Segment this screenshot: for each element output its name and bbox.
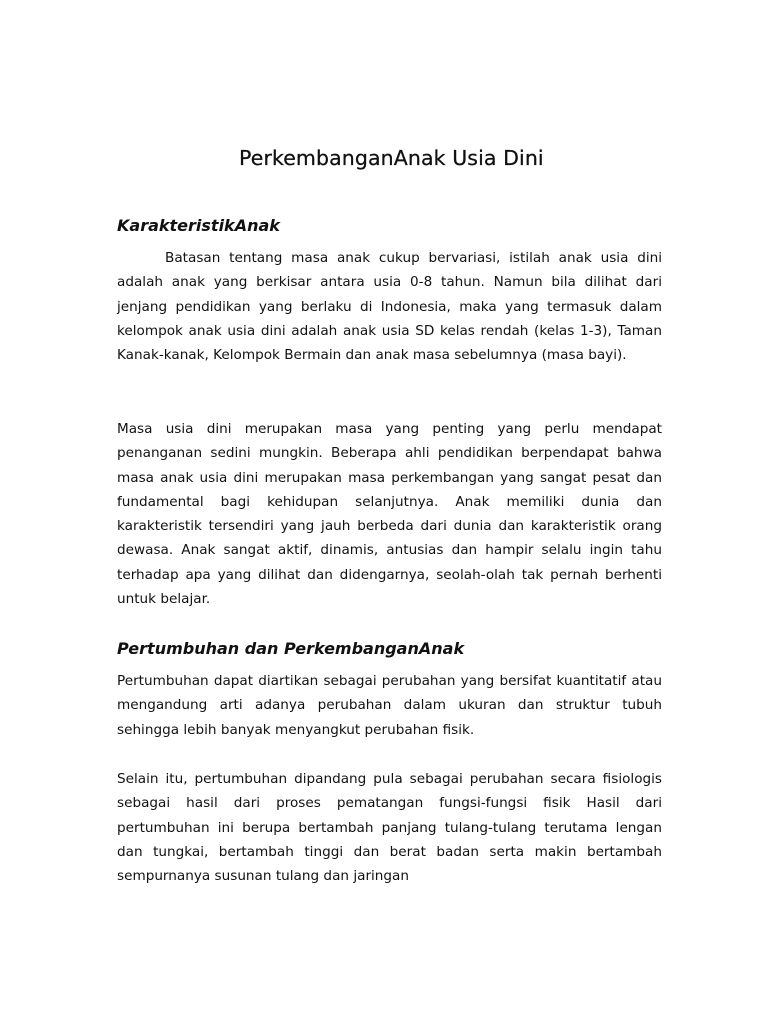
paragraph: Selain itu, pertumbuhan dipandang pula sebagai perubahan secara fisiologis sebagai hasil dari proses pematangan fungsi-fungsi fisik Hasil dari pertumbuhan ini berupa bertambah panjang tulang-tulang terutama lengan dan tungkai, bertambah tinggi dan berat badan serta makin bertambah sempurnanya susunan tulang dan jaringan [117,771,662,885]
paragraph: Pertumbuhan dapat diartikan sebagai perubahan yang bersifat kuantitatif atau mengandung arti adanya perubahan dalam ukuran dan struktur tubuh sehingga lebih banyak menyangkut perubahan fisik. [117,673,662,738]
section-heading-pertumbuhan: Pertumbuhan dan PerkembanganAnak [117,639,465,658]
document-page [117,0,662,1024]
paragraph: Batasan tentang masa anak cukup bervariasi, istilah anak usia dini adalah anak yang berkisar antara usia 0-8 tahun. Namun bila dilihat dari jenjang pendidikan yang berlaku di Indonesia, maka yang termasuk dalam kelompok anak usia dini adalah anak usia SD kelas rendah (kelas 1-3), Taman Kanak-kanak, Kelompok Bermain dan anak masa sebelumnya (masa bayi). [117,250,662,364]
section-heading-karakteristik: KarakteristikAnak [117,216,280,235]
page-title: PerkembanganAnak Usia Dini [239,146,544,170]
paragraph: Masa usia dini merupakan masa yang penting yang perlu mendapat penanganan sedini mungkin. Beberapa ahli pendidikan berpendapat bahwa masa anak usia dini merupakan masa perkembangan yang sangat pesat dan fundamental bagi kehidupan selanjutnya. Anak memiliki dunia dan karakteristik tersendiri yang jauh berbeda dari dunia dan karakteristik orang dewasa. Anak sangat aktif, dinamis, antusias dan hampir selalu ingin tahu terhadap apa yang dilihat dan didengarnya, seolah-olah tak pernah berhenti untuk belajar. [117,421,662,608]
